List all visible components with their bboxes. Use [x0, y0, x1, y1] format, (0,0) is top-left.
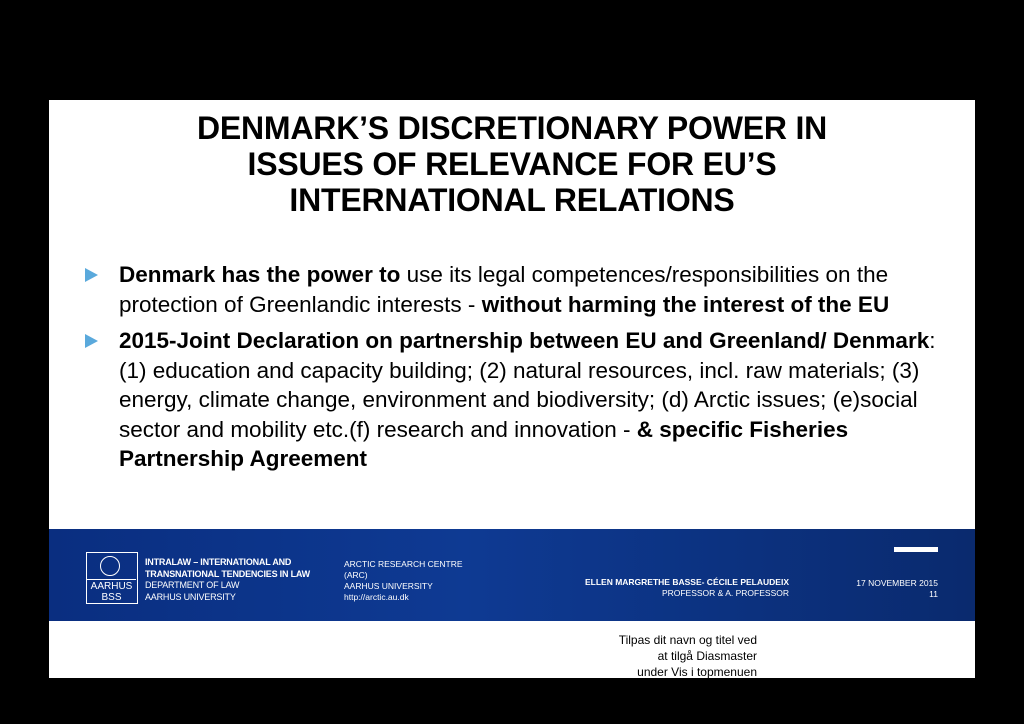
bullet-text: use its legal competences/responsibilities on the protection of Greenlandic interests - — [119, 262, 889, 317]
university-seal-icon — [100, 556, 120, 576]
bullet-bold-text: & specific Fisheries Partnership Agreement — [119, 416, 849, 471]
arc-line: AARHUS UNIVERSITY — [344, 581, 433, 591]
arc-info — [344, 559, 463, 603]
slide-title — [49, 110, 975, 218]
author-names: ELLEN MARGRETHE BASSE- CÉCILE PELAUDEIX — [584, 577, 789, 587]
bullet-item — [85, 260, 945, 319]
department-line: DEPARTMENT OF LAW — [145, 580, 240, 590]
note-line: at tilgå Diasmaster — [657, 649, 757, 663]
title-line-2: ISSUES OF RELEVANCE FOR EU’S — [247, 146, 777, 182]
institution-name — [145, 557, 310, 603]
slide — [49, 100, 975, 678]
institution-line: TRANSNATIONAL TENDENCIES IN LAW — [145, 568, 310, 579]
accent-bar — [894, 547, 938, 552]
arc-line: (ARC) — [344, 570, 368, 580]
placeholder-note — [609, 632, 757, 678]
triangle-bullet-icon — [85, 268, 98, 282]
page-number: 11 — [929, 589, 938, 599]
date-page — [856, 578, 938, 600]
bullet-item — [85, 326, 945, 474]
logo-text-top: AARHUS — [90, 581, 133, 592]
bullet-list — [85, 260, 945, 481]
slide-date: 17 NOVEMBER 2015 — [856, 578, 938, 588]
institution-line: INTRALAW – INTERNATIONAL AND — [145, 557, 292, 567]
bullet-bold-text: 2015-Joint Declaration on partnership between EU and Greenland/ Denmark — [119, 328, 930, 353]
arc-line: ARCTIC RESEARCH CENTRE — [344, 559, 463, 569]
slide-footer — [49, 529, 975, 621]
note-line: under Vis i topmenuen — [637, 665, 757, 678]
university-line: AARHUS UNIVERSITY — [145, 591, 236, 602]
note-line: Tilpas dit navn og titel ved — [618, 633, 757, 647]
bullet-bold-text: Denmark has the power to — [119, 262, 401, 287]
title-line-3: INTERNATIONAL RELATIONS — [289, 182, 735, 218]
logo-text-bottom: BSS — [101, 592, 122, 603]
title-line-1: DENMARK’S DISCRETIONARY POWER IN — [196, 110, 828, 146]
author-roles: PROFESSOR & A. PROFESSOR — [661, 588, 789, 598]
bullet-text: : (1) education and capacity building; (2) natural resources, incl. raw materials; (3) energy, climate change, environment and biodiversity; (d) Arctic issues; (e)social sector and mobility etc.(f) research and innovation - — [119, 328, 936, 442]
bullet-bold-text: without harming the interest of the EU — [481, 291, 890, 317]
triangle-bullet-icon — [85, 334, 98, 348]
authors — [585, 577, 789, 599]
arc-url: http://arctic.au.dk — [344, 592, 409, 602]
aarhus-bss-logo — [86, 552, 138, 604]
